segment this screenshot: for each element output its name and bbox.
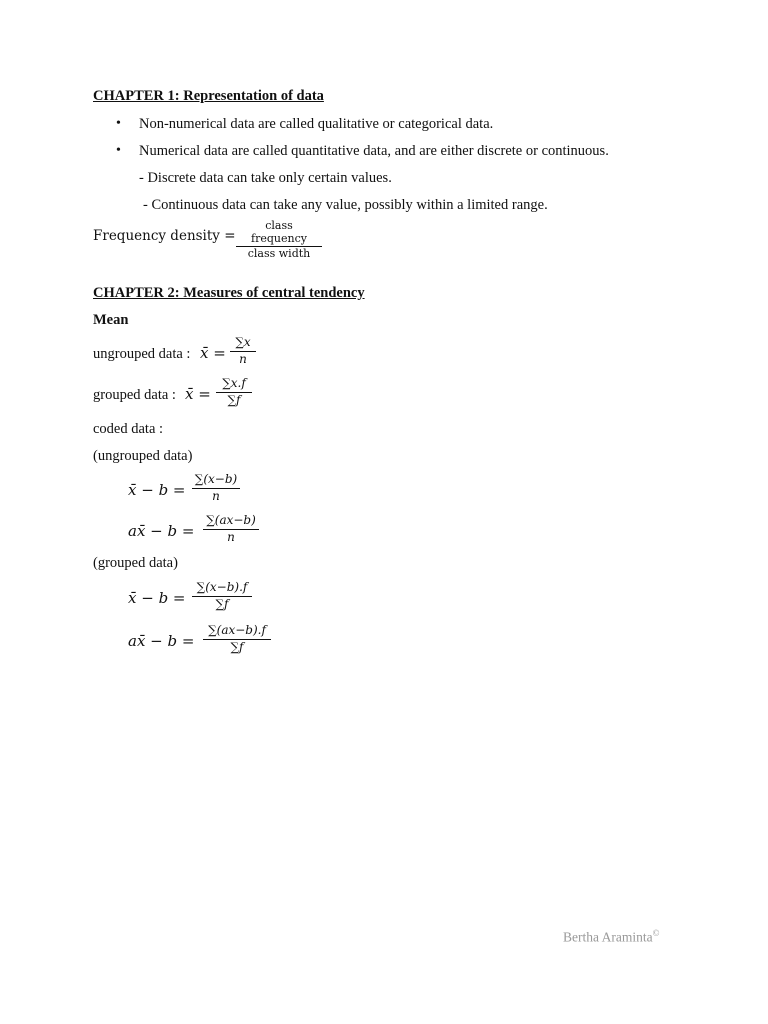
- copyright-mark: ©: [652, 928, 660, 938]
- chapter-1-heading: CHAPTER 1: Representation of data: [93, 88, 324, 104]
- ungrouped-data-subheading: (ungrouped data): [93, 448, 193, 464]
- bullet-icon: •: [116, 143, 121, 158]
- coded-ungrouped-eq2-lhs: ax̄ − b =: [128, 522, 195, 540]
- grouped-data-label: grouped data :: [93, 387, 176, 403]
- fraction-numerator: ∑(x−b): [194, 472, 238, 486]
- coded-grouped-eq1-fraction: [192, 581, 252, 612]
- frequency-density-lhs: Frequency density =: [93, 228, 236, 244]
- fraction-numerator: ∑(x−b).f: [196, 580, 248, 594]
- fraction-denominator: ∑f: [215, 596, 229, 611]
- coded-data-label: coded data :: [93, 421, 164, 437]
- fraction-numerator: ∑(ax−b).f: [208, 623, 266, 637]
- fraction-denominator: n: [212, 488, 220, 503]
- fraction-denominator: n: [239, 351, 247, 366]
- fraction-denominator: ∑f: [230, 639, 244, 654]
- frequency-density-fraction: [236, 220, 322, 261]
- fraction-numerator: ∑x: [235, 335, 251, 349]
- sub-item-discrete: - Discrete data can take only certain values.: [139, 170, 392, 186]
- author-footer: [563, 928, 659, 946]
- mean-label: Mean: [93, 312, 129, 328]
- coded-grouped-eq2-lhs: ax̄ − b =: [128, 632, 195, 650]
- ungrouped-data-label: ungrouped data :: [93, 346, 191, 362]
- grouped-mean-lhs: x̄ =: [185, 385, 211, 403]
- bullet-icon: •: [116, 116, 121, 131]
- frequency-density-denominator: class width: [247, 247, 311, 261]
- bullet-text-quantitative: Numerical data are called quantitative data, and are either discrete or continuous.: [139, 143, 609, 159]
- coded-ungrouped-eq2-fraction: [203, 514, 259, 545]
- grouped-mean-fraction: [216, 377, 252, 408]
- sub-item-continuous: - Continuous data can take any value, possibly within a limited range.: [143, 197, 548, 213]
- ungrouped-mean-fraction: [230, 336, 256, 367]
- fraction-numerator: ∑x.f: [222, 376, 246, 390]
- chapter-2-heading: CHAPTER 2: Measures of central tendency: [93, 285, 365, 301]
- fraction-denominator: n: [227, 529, 235, 544]
- coded-grouped-eq2-fraction: [203, 624, 271, 655]
- grouped-data-subheading: (grouped data): [93, 555, 178, 571]
- coded-ungrouped-eq1-lhs: x̄ − b =: [128, 481, 186, 499]
- ungrouped-mean-lhs: x̄ =: [200, 344, 226, 362]
- fraction-numerator: ∑(ax−b): [206, 513, 256, 527]
- bullet-text-qualitative: Non-numerical data are called qualitative or categorical data.: [139, 116, 494, 132]
- coded-ungrouped-eq1-fraction: [192, 473, 240, 504]
- coded-grouped-eq1-lhs: x̄ − b =: [128, 589, 186, 607]
- frequency-density-numerator: class frequency: [251, 219, 307, 245]
- fraction-denominator: ∑f: [227, 392, 241, 407]
- author-name: Bertha Araminta: [563, 929, 653, 945]
